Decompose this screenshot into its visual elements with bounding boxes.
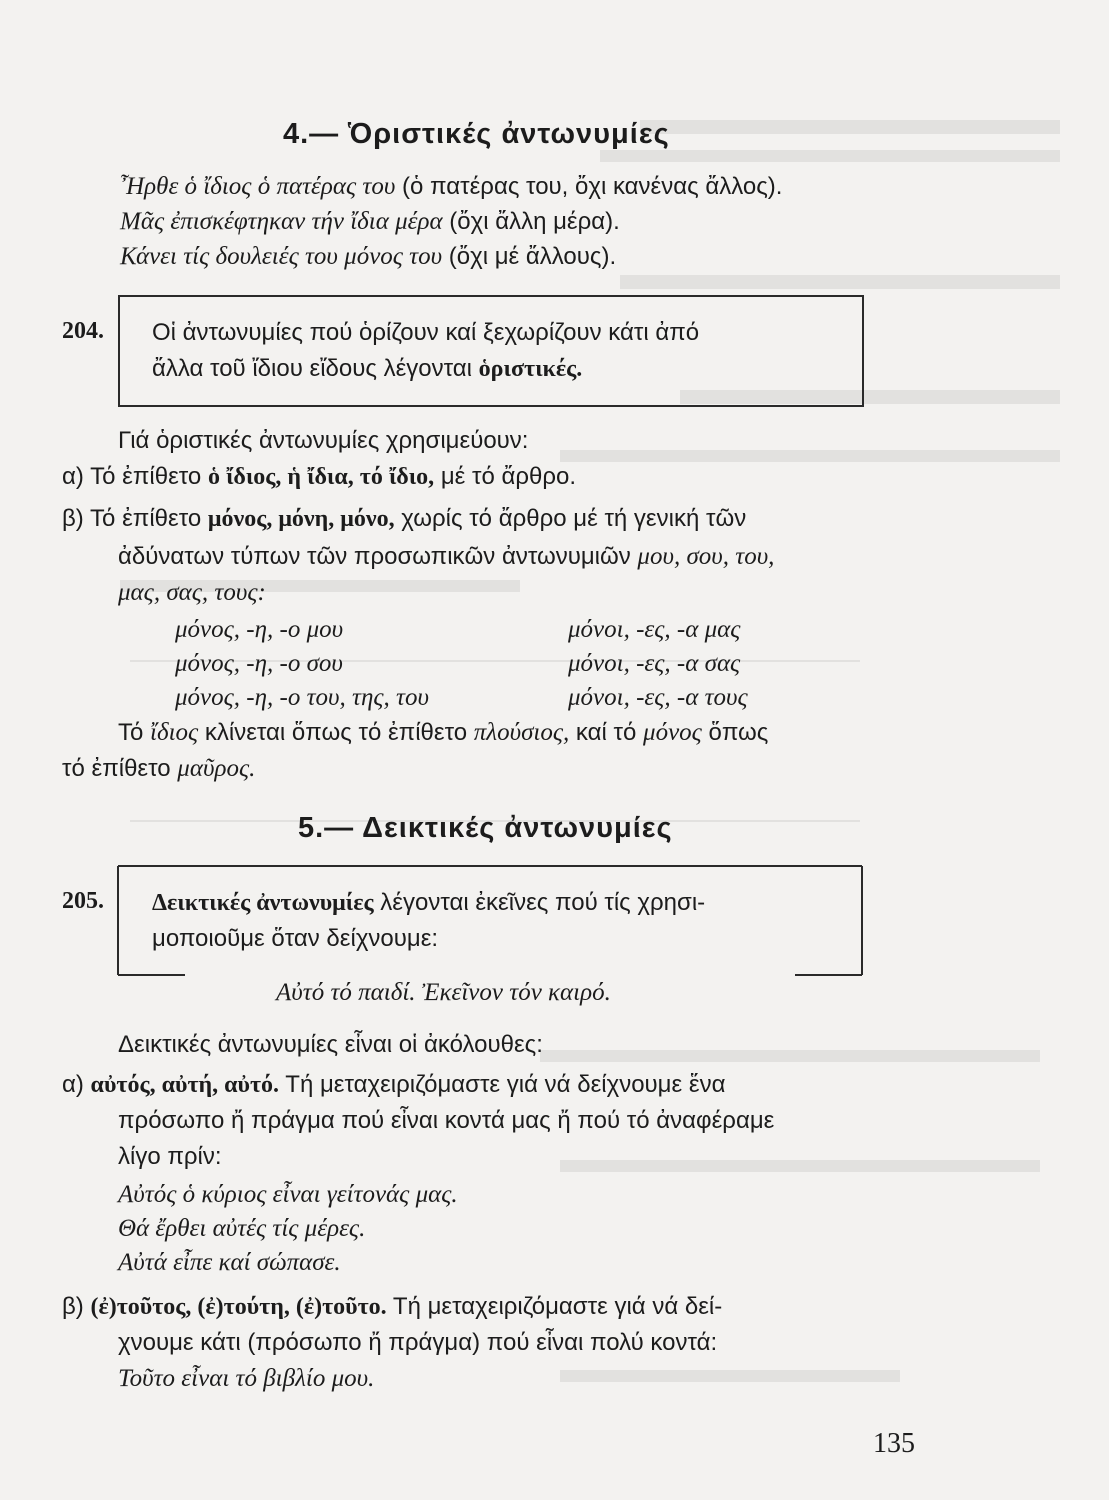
example-plain: (ὄχι ἄλλη μέρα). <box>442 208 620 235</box>
usage-b-term: μόνος, μόνη, μόνο, <box>207 506 395 532</box>
rule-204-term: ὁριστικές. <box>478 356 583 382</box>
usage-b-line2-text: ἀδύνατων τύπων τῶν προσωπικῶν ἀντωνυμιῶν <box>118 543 638 570</box>
section-5-heading: 5.— Δεικτικές ἀντωνυμίες <box>298 812 673 844</box>
page-number: 135 <box>873 1428 915 1459</box>
demonstratives-a-term: αὐτός, αὐτή, αὐτό. <box>90 1072 280 1098</box>
rule-205-term: Δεικτικές ἀντωνυμίες <box>152 890 374 916</box>
inflection-text: ὅπως <box>701 719 769 746</box>
inflection-italic: πλούσιος, <box>473 719 570 746</box>
demonstratives-a-line1 <box>62 1070 725 1100</box>
example-plain: (ὁ πατέρας του, ὄχι κανένας ἄλλος). <box>395 173 783 200</box>
example-italic: Ἦρθε ὁ ἴδιος ὁ πατέρας του <box>120 173 396 200</box>
section-4-heading: 4.— Ὁριστικές ἀντωνυμίες <box>283 118 670 150</box>
demonstratives-b-line2: χνουμε κάτι (πρόσωπο ἤ πράγμα) πού εἶναι πολύ κοντά: <box>118 1329 718 1356</box>
rule-205-line1 <box>152 888 705 918</box>
example-italic: Κάνει τίς δουλειές του μόνος του <box>120 243 443 270</box>
rule-204-line1: Οἱ ἀντωνυμίες πού ὁρίζουν καί ξεχωρίζουν κάτι ἀπό <box>152 319 700 346</box>
inflection-italic: μαῦρος. <box>177 755 256 782</box>
demonstratives-intro: Δεικτικές ἀντωνυμίες εἶναι οἱ ἀκόλουθες: <box>118 1031 543 1058</box>
inflection-italic: μόνος <box>643 719 702 746</box>
rule-205-line2: μοποιοῦμε ὅταν δείχνουμε: <box>152 925 439 952</box>
usage-intro: Γιά ὁριστικές ἀντωνυμίες χρησιμεύουν: <box>118 427 529 454</box>
demonstratives-a-line2: πρόσωπο ἤ πράγμα πού εἶναι κοντά μας ἤ πού τό ἀναφέραμε <box>118 1107 775 1134</box>
rule-204-number: 204. <box>62 318 104 344</box>
paradigm-right-2: μόνοι, -ες, -α σας <box>568 650 741 677</box>
usage-b-prefix: β) Τό ἐπίθετο <box>62 505 208 532</box>
paradigm-left-1: μόνος, -η, -ο μου <box>175 616 344 643</box>
usage-a-suffix: μέ τό ἄρθρο. <box>434 463 577 490</box>
demonstratives-b-line1 <box>62 1292 722 1322</box>
demonstratives-a-prefix: α) <box>62 1071 91 1098</box>
paradigm-right-3: μόνοι, -ες, -α τους <box>568 684 748 711</box>
usage-b-suffix: χωρίς τό ἄρθρο μέ τή γενική τῶν <box>394 505 747 532</box>
usage-a-prefix: α) Τό ἐπίθετο <box>62 463 208 490</box>
usage-b-line3: μας, σας, τους: <box>118 579 266 606</box>
demonstratives-b-text: Τή μεταχειριζόμαστε γιά νά δεί- <box>386 1293 723 1320</box>
inflection-text: καί τό <box>569 719 644 746</box>
demonstratives-b-prefix: β) <box>62 1293 91 1320</box>
demonstratives-a-text: Τή μεταχειριζόμαστε γιά νά δείχνουμε ἕνα <box>279 1071 726 1098</box>
example-plain: (ὄχι μέ ἄλλους). <box>442 243 617 270</box>
rule-205-number: 205. <box>62 888 104 914</box>
demonstratives-a-example: Αὐτός ὁ κύριος εἶναι γείτονάς μας. <box>118 1181 458 1208</box>
example-italic: Μᾶς ἐπισκέφτηκαν τήν ἴδια μέρα <box>120 208 443 235</box>
usage-a-term: ὁ ἴδιος, ἡ ἴδια, τό ἴδιο, <box>207 464 435 490</box>
inflection-text: τό ἐπίθετο <box>62 755 178 782</box>
paradigm-left-2: μόνος, -η, -ο σου <box>175 650 343 677</box>
paradigm-right-1: μόνοι, -ες, -α μας <box>568 616 741 643</box>
demonstratives-a-line3: λίγο πρίν: <box>118 1143 222 1170</box>
rule-204-line2-text: ἄλλα τοῦ ἴδιου εἴδους λέγονται <box>152 355 479 382</box>
inflection-text: Τό <box>118 719 151 746</box>
usage-b-line2-pronouns: μου, σου, του, <box>637 543 775 570</box>
inflection-italic: ἴδιος <box>150 719 199 746</box>
demonstratives-a-example: Αὐτά εἶπε καί σώπασε. <box>118 1249 341 1276</box>
demonstratives-b-term: (ἐ)τοῦτος, (ἐ)τούτη, (ἐ)τοῦτο. <box>90 1294 387 1320</box>
paradigm-left-3: μόνος, -η, -ο του, της, του <box>175 684 429 711</box>
inflection-text: κλίνεται ὅπως τό ἐπίθετο <box>198 719 474 746</box>
rule-205-line1-text: λέγονται ἐκεῖνες πού τίς χρησι- <box>373 889 706 916</box>
demonstratives-a-example: Θά ἔρθει αὐτές τίς μέρες. <box>118 1215 366 1242</box>
rule-205-example: Αὐτό τό παιδί. Ἐκεῖνον τόν καιρό. <box>276 979 611 1006</box>
demonstratives-b-example: Τοῦτο εἶναι τό βιβλίο μου. <box>118 1365 375 1392</box>
